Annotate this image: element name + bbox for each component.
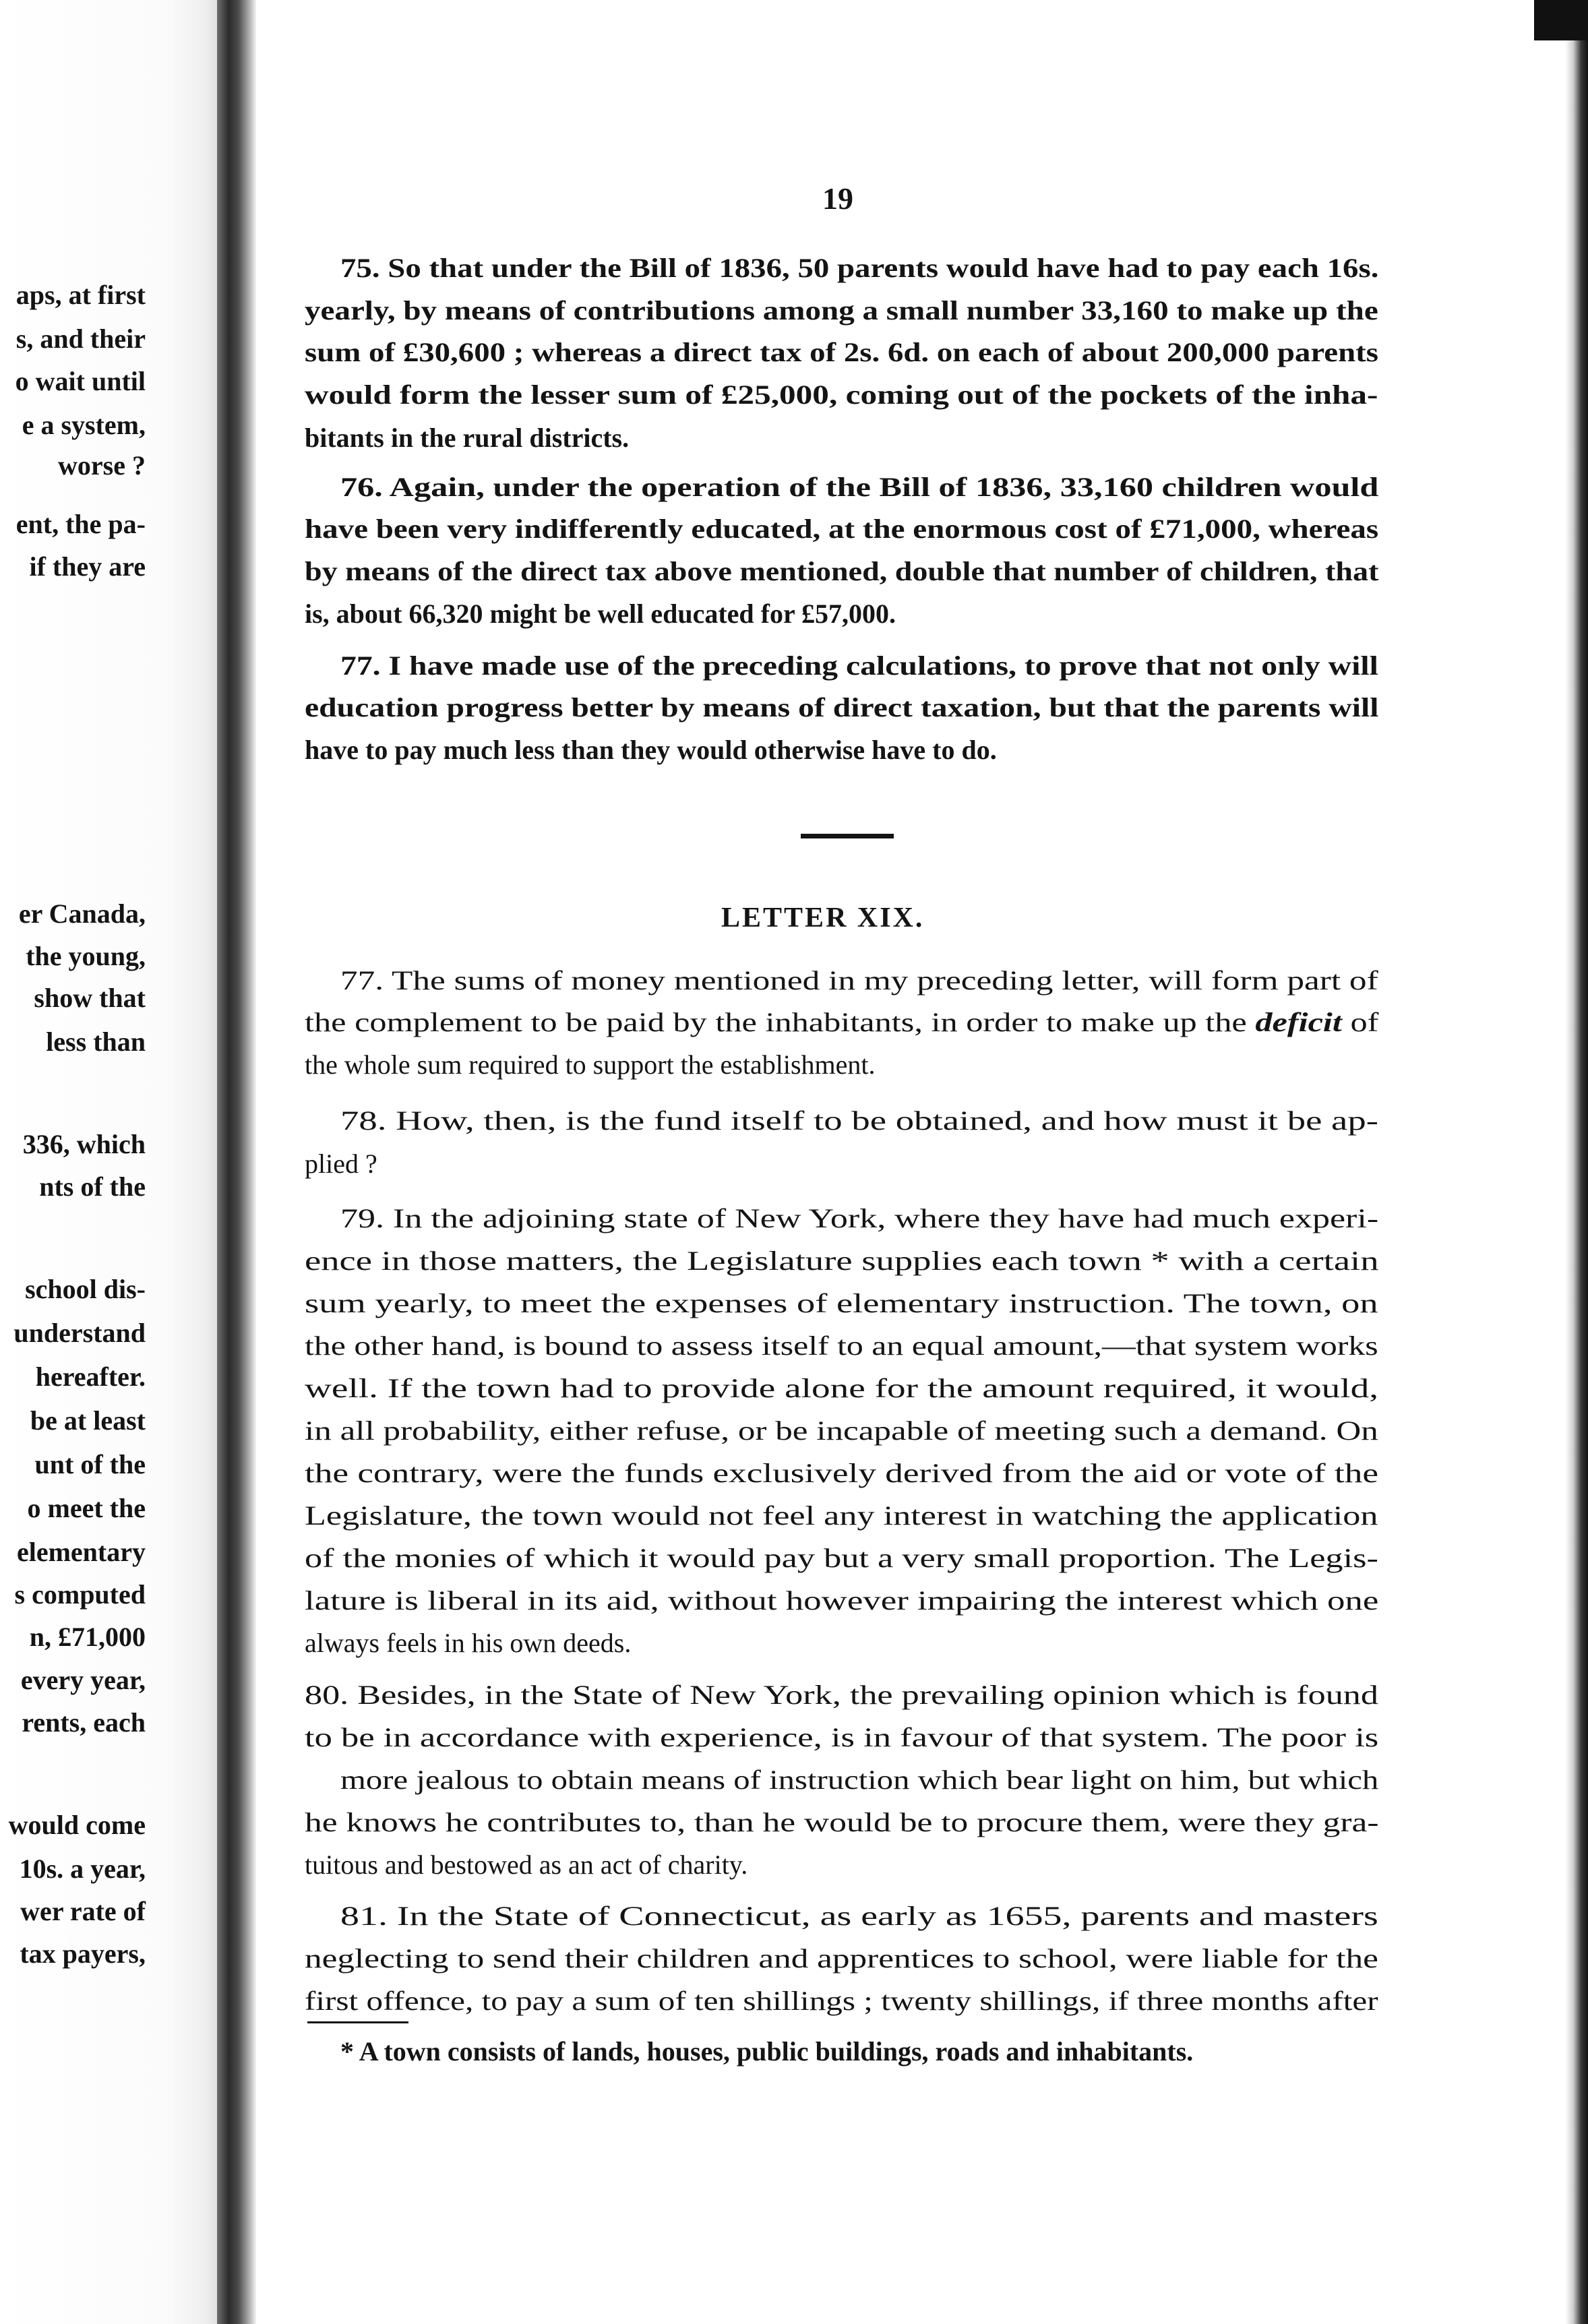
- body-line-with-deficit: [305, 1007, 1378, 1038]
- body-line: the whole sum required to support the establishment.: [305, 1049, 876, 1080]
- left-page-fragment: 10s. a year,: [19, 1854, 146, 1884]
- left-page-fragment: nts of the: [39, 1171, 146, 1202]
- left-page-fragment: elementary: [16, 1537, 146, 1567]
- left-page-fragment: hereafter.: [35, 1362, 146, 1392]
- body-line: yearly, by means of contributions among a small number 33,160 to make up the: [305, 295, 1378, 326]
- text-run: of: [1341, 1007, 1379, 1037]
- left-page-fragment: unt of the: [34, 1449, 146, 1479]
- footnote-rule: [307, 2021, 408, 2023]
- italic-deficit: deficit: [1255, 1007, 1342, 1037]
- body-line: Legislature, the town would not feel any interest in watching the application: [305, 1500, 1378, 1531]
- left-page-fragment: er Canada,: [18, 898, 146, 929]
- text-run: the complement to be paid by the inhabitants, in order to make up the: [305, 1007, 1256, 1037]
- body-line: 79. In the adjoining state of New York, where they have had much experi-: [340, 1203, 1379, 1233]
- footnote: * A town consists of lands, houses, public buildings, roads and inhabitants.: [340, 2036, 1194, 2067]
- body-line: lature is liberal in its aid, without however impairing the interest which one: [305, 1585, 1379, 1616]
- body-line: 75. So that under the Bill of 1836, 50 parents would have had to pay each 16s.: [340, 253, 1379, 283]
- left-page-fragment: e a system,: [22, 410, 146, 440]
- body-line: neglecting to send their children and apprentices to school, were liable for the: [305, 1943, 1378, 1974]
- page-number: 19: [822, 181, 853, 216]
- body-line: have to pay much less than they would otherwise have to do.: [305, 735, 997, 765]
- body-line: 76. Again, under the operation of the Bill of 1836, 33,160 children would: [340, 472, 1379, 502]
- corner-shadow: [1534, 0, 1588, 40]
- body-line: 78. How, then, is the fund itself to be obtained, and how must it be ap-: [340, 1105, 1378, 1136]
- body-line: 77. I have made use of the preceding calculations, to prove that not only will: [340, 650, 1378, 681]
- body-line: the other hand, is bound to assess itself to an equal amount,—that system works: [305, 1331, 1378, 1361]
- left-page-fragment: every year,: [20, 1665, 146, 1695]
- body-line: have been very indifferently educated, at the enormous cost of £71,000, whereas: [305, 514, 1379, 544]
- body-line: ence in those matters, the Legislature supplies each town * with a certain: [305, 1246, 1379, 1276]
- letter-heading: LETTER XIX.: [721, 903, 925, 934]
- left-page-fragment: aps, at first: [16, 280, 146, 310]
- body-line: always feels in his own deeds.: [305, 1628, 632, 1658]
- book-gutter-shadow: [217, 0, 256, 2324]
- body-line: education progress better by means of direct taxation, but that the parents will: [305, 692, 1379, 723]
- left-page-fragment: wer rate of: [20, 1896, 146, 1926]
- body-line: would form the lesser sum of £25,000, coming out of the pockets of the inha-: [305, 379, 1378, 410]
- right-page-edge-shadow: [1565, 0, 1588, 2324]
- left-page-fragment: if they are: [29, 551, 146, 582]
- left-page-fragment: worse ?: [58, 450, 146, 481]
- body-line: 77. The sums of money mentioned in my preceding letter, will form part of: [340, 965, 1378, 996]
- body-line: of the monies of which it would pay but a very small proportion. The Legis-: [305, 1543, 1378, 1573]
- body-line: tuitous and bestowed as an act of charity.: [305, 1849, 748, 1880]
- left-page-fragment: school dis-: [25, 1274, 146, 1304]
- left-page-fragment: n, £71,000: [29, 1622, 146, 1652]
- body-line: sum yearly, to meet the expenses of elementary instruction. The town, on: [305, 1288, 1378, 1318]
- left-page-fragment: less than: [46, 1027, 146, 1057]
- body-line: in all probability, either refuse, or be incapable of meeting such a demand. On: [305, 1415, 1378, 1446]
- body-line: to be in accordance with experience, is in favour of that system. The poor is: [305, 1722, 1379, 1752]
- body-line: bitants in the rural districts.: [305, 423, 630, 453]
- body-line: first offence, to pay a sum of ten shillings ; twenty shillings, if three months after: [305, 1986, 1378, 2016]
- body-line: 80. Besides, in the State of New York, the prevailing opinion which is found: [305, 1680, 1378, 1710]
- body-line: he knows he contributes to, than he would be to procure them, were they gra-: [305, 1807, 1379, 1837]
- left-page-fragment: be at least: [30, 1405, 146, 1436]
- left-page-fragment: show that: [34, 983, 146, 1013]
- left-page-fragment: ent, the pa-: [16, 509, 146, 539]
- body-line: the contrary, were the funds exclusively derived from the aid or vote of the: [305, 1458, 1378, 1488]
- left-page-fragment: s computed: [14, 1579, 146, 1610]
- left-page-fragment: the young,: [26, 941, 146, 971]
- body-line: is, about 66,320 might be well educated for £57,000.: [305, 599, 896, 629]
- left-page-fragment: rents, each: [22, 1707, 146, 1738]
- left-page-fragment: o wait until: [15, 366, 146, 396]
- body-line: 81. In the State of Connecticut, as early as 1655, parents and masters: [340, 1901, 1378, 1931]
- left-page-fragment: understand: [13, 1318, 146, 1348]
- body-line: more jealous to obtain means of instruction which bear light on him, but which: [340, 1765, 1379, 1795]
- left-page-fragment: 336, which: [22, 1129, 146, 1159]
- left-page-fragment: s, and their: [16, 324, 146, 354]
- left-page-fragment: tax payers,: [20, 1938, 146, 1969]
- body-line: well. If the town had to provide alone for the amount required, it would,: [305, 1373, 1379, 1403]
- body-line: sum of £30,600 ; whereas a direct tax of 2s. 6d. on each of about 200,000 parents: [305, 337, 1378, 367]
- left-page-fragment: o meet the: [27, 1493, 146, 1523]
- body-line: plied ?: [305, 1149, 377, 1179]
- left-page-fragment: would come: [8, 1810, 146, 1840]
- section-divider-rule: [801, 834, 894, 838]
- body-line: by means of the direct tax above mentioned, double that number of children, that: [305, 556, 1379, 586]
